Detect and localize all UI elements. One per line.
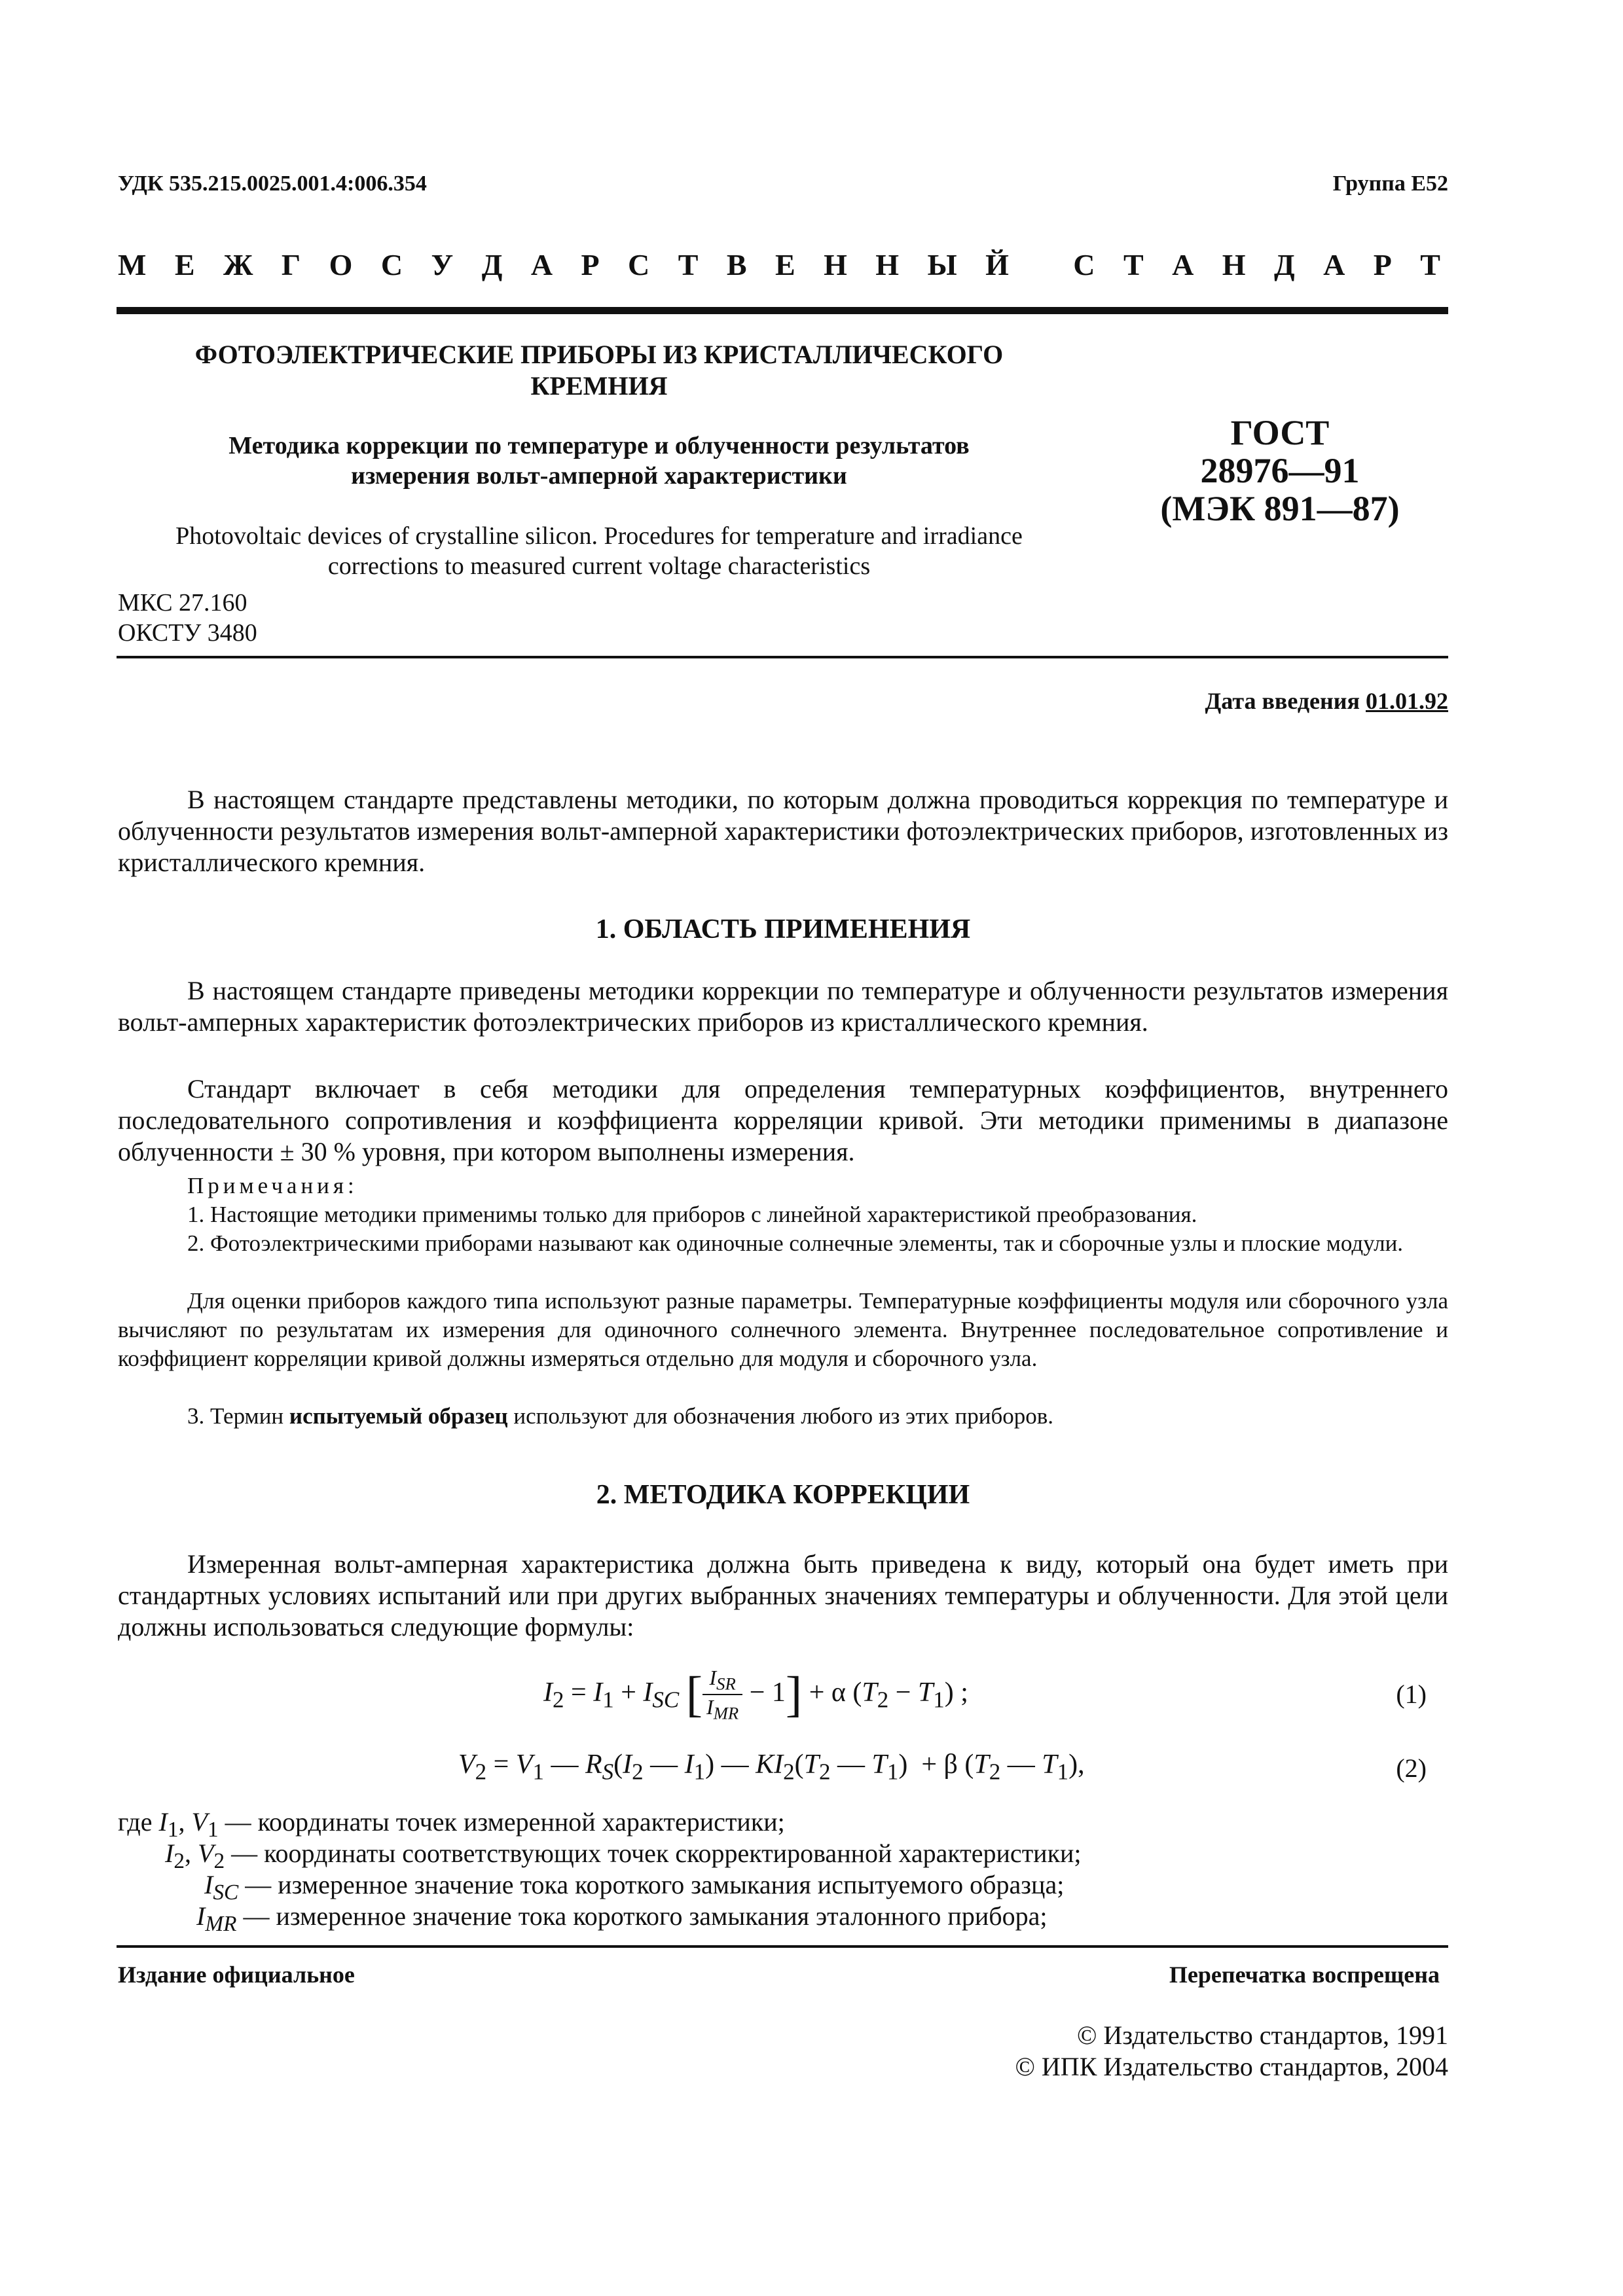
series-letter: А bbox=[530, 248, 553, 281]
series-letter: В bbox=[726, 248, 747, 281]
series-letter: А bbox=[1323, 248, 1345, 281]
where-label: где bbox=[118, 1807, 153, 1837]
document-subtitle bbox=[118, 431, 1080, 491]
series-gap bbox=[1037, 247, 1045, 282]
series-letter: Е bbox=[174, 248, 195, 281]
series-letter: Г bbox=[281, 248, 301, 281]
gost-label: ГОСТ bbox=[1230, 413, 1330, 452]
series-letter: Р bbox=[1373, 248, 1392, 281]
series-letter: Т bbox=[678, 248, 699, 281]
group-code: Группа Е52 bbox=[1332, 171, 1448, 196]
classification-codes bbox=[118, 588, 257, 648]
note-2-continued: Для оценки приборов каждого типа используют разные параметры. Температурные коэффициенты модуля или сборочного узла вычисляют по результатам их измерения для одиночного солнечного элемента. Внутреннее последовательное сопротивление и коэффициент корреляции кривой должны измеряться отдельно для модуля и сборочного узла. bbox=[118, 1288, 1448, 1371]
series-letter: М bbox=[118, 248, 147, 281]
copyright-1: © Издательство стандартов, 1991 bbox=[1076, 2020, 1448, 2050]
gost-number-block bbox=[1113, 414, 1447, 528]
standard-series-heading bbox=[118, 247, 1440, 282]
series-letter: Н bbox=[875, 248, 900, 281]
iec-number: (МЭК 891—87) bbox=[1160, 489, 1400, 528]
date-value: 01.01.92 bbox=[1366, 688, 1448, 714]
series-letter: Й bbox=[985, 248, 1009, 281]
reprint-prohibited: Перепечатка воспрещена bbox=[1169, 1962, 1440, 1988]
definition-1-text: — координаты точек измеренной характеристики; bbox=[225, 1807, 785, 1837]
okstu-code: ОКСТУ 3480 bbox=[118, 619, 257, 647]
series-letter: С bbox=[1073, 248, 1095, 281]
udk-code: УДК 535.215.0025.001.4:006.354 bbox=[118, 171, 427, 196]
copyright-2: © ИПК Издательство стандартов, 2004 bbox=[1015, 2052, 1448, 2081]
subtitle-line-2: измерения вольт-амперной характеристики bbox=[351, 462, 847, 490]
official-edition: Издание официальное bbox=[118, 1962, 355, 1988]
series-letter: Т bbox=[1123, 248, 1144, 281]
english-title bbox=[118, 521, 1080, 581]
section-1-paragraph-2: Стандарт включает в себя методики для определения температурных коэффициентов, внутреннего последовательного сопротивления и коэффициента корреляции кривой. Эти методики применимы в диапазоне облученности ± 30 % уровня, при котором выполнены измерения. bbox=[118, 1074, 1448, 1166]
note-3-term: испытуемый образец bbox=[289, 1403, 508, 1429]
thick-divider bbox=[117, 307, 1448, 314]
introduction-date bbox=[1205, 687, 1449, 715]
intro-paragraph: В настоящем стандарте представлены методики, по которым должна проводиться коррекция по температуре и облученности результатов измерения вольт-амперной характеристики фотоэлектрических приборов, изготовленных из кристаллического кремния. bbox=[118, 785, 1448, 877]
english-title-line-2: corrections to measured current voltage characteristics bbox=[327, 552, 871, 580]
series-letter: Ы bbox=[927, 248, 957, 281]
definition-4: $I_{MR}$ — измеренное значение тока короткого замыкания эталонного прибора; bbox=[196, 1901, 1048, 1936]
series-letter: Д bbox=[1273, 248, 1295, 281]
series-letter: Р bbox=[581, 248, 600, 281]
series-letter: Д bbox=[481, 248, 503, 281]
subtitle-line-1: Методика коррекции по температуре и облученности результатов bbox=[228, 432, 970, 459]
document-title bbox=[118, 339, 1080, 402]
definition-3: $I_{SC}$ — измеренное значение тока короткого замыкания испытуемого образца; bbox=[204, 1870, 1065, 1905]
series-letter: С bbox=[628, 248, 650, 281]
section-1-paragraph-1: В настоящем стандарте приведены методики коррекции по температуре и облученности результатов измерения вольт-амперных характеристик фотоэлектрических приборов из кристаллического кремния. bbox=[118, 976, 1448, 1037]
equation-2-number: (2) bbox=[1396, 1753, 1427, 1783]
definition-2-text: — координаты соответствующих точек скорректированной характеристики; bbox=[231, 1839, 1082, 1868]
note-3 bbox=[118, 1402, 1448, 1431]
note-3-suffix: используют для обозначения любого из этих приборов. bbox=[513, 1403, 1054, 1429]
series-letter: Т bbox=[1420, 248, 1440, 281]
english-title-line-1: Photovoltaic devices of crystalline silicon. Procedures for temperature and irradiance bbox=[175, 522, 1023, 550]
title-line-1: ФОТОЭЛЕКТРИЧЕСКИЕ ПРИБОРЫ ИЗ КРИСТАЛЛИЧЕСКОГО bbox=[194, 340, 1004, 369]
series-letter: У bbox=[431, 248, 454, 281]
notes-label: Примечания: bbox=[187, 1173, 358, 1198]
section-1-heading: 1. ОБЛАСТЬ ПРИМЕНЕНИЯ bbox=[595, 914, 971, 944]
formula-2: $V_2 = V_1$ — $R_S(I_2$ — $I_1$) — $KI_2(T_2$ — $T_1) + \beta$ ($T_2$ — $T_1$), bbox=[458, 1749, 1085, 1785]
series-letter: О bbox=[329, 248, 353, 281]
title-line-2: КРЕМНИЯ bbox=[530, 371, 668, 401]
mks-code: МКС 27.160 bbox=[118, 589, 247, 617]
definition-1: где $I_1$, $V_1$ — координаты точек измеренной характеристики; bbox=[118, 1807, 785, 1842]
series-letter: Н bbox=[1222, 248, 1246, 281]
equation-1-number: (1) bbox=[1396, 1679, 1427, 1709]
section-2-heading: 2. МЕТОДИКА КОРРЕКЦИИ bbox=[596, 1480, 970, 1510]
copyright-block bbox=[1015, 2020, 1448, 2083]
series-letter: С bbox=[380, 248, 403, 281]
note-1: 1. Настоящие методики применимы только для приборов с линейной характеристикой преобразования. bbox=[187, 1202, 1197, 1227]
formula-1: $I_2 = I_1 + I_{SC}$ [ $\frac{I_{SR}}{I_{MR}}$ − 1] + α $(T_2 - T_1)$ ; bbox=[543, 1666, 968, 1723]
thin-divider bbox=[117, 656, 1448, 658]
footer-divider bbox=[117, 1945, 1448, 1948]
note-2: 2. Фотоэлектрическими приборами называют как одиночные солнечные элементы, так и сборочные узлы и плоские модули. bbox=[187, 1230, 1404, 1256]
date-label: Дата введения bbox=[1205, 688, 1360, 714]
series-letter: Ж bbox=[223, 248, 253, 281]
series-letter: Е bbox=[775, 248, 795, 281]
note-3-prefix: 3. Термин bbox=[187, 1403, 284, 1429]
series-letter: А bbox=[1172, 248, 1194, 281]
section-2-paragraph-1: Измеренная вольт-амперная характеристика должна быть приведена к виду, который она будет иметь при стандартных условиях испытаний или при других выбранных значениях температуры и облученности. Для этой цели должны использоваться следующие формулы: bbox=[118, 1549, 1448, 1641]
definition-4-text: — измеренное значение тока короткого замыкания эталонного прибора; bbox=[243, 1901, 1048, 1931]
series-letter: Н bbox=[824, 248, 847, 281]
definition-2: $I_2$, $V_2$ — координаты соответствующих точек скорректированной характеристики; bbox=[165, 1839, 1082, 1873]
definition-3-text: — измеренное значение тока короткого замыкания испытуемого образца; bbox=[245, 1870, 1065, 1899]
gost-number: 28976—91 bbox=[1200, 451, 1360, 490]
